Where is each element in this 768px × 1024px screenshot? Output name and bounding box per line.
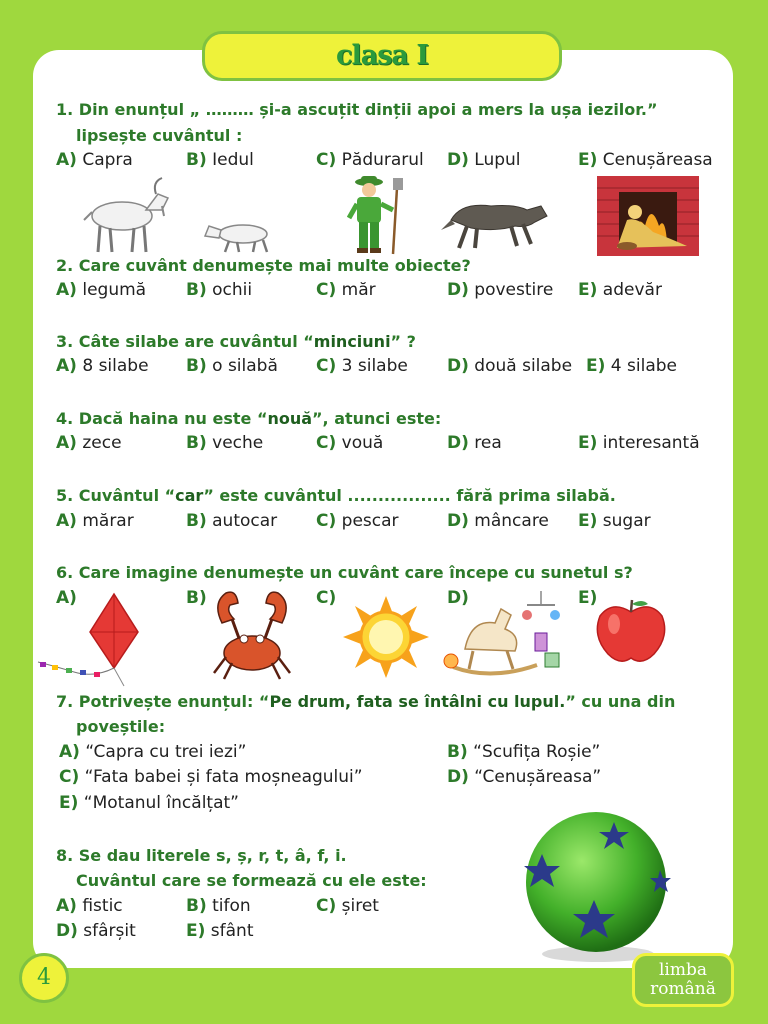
q1-option-b[interactable]: B) Iedul [186, 150, 254, 170]
q4-option-a[interactable]: A) zece [56, 433, 122, 453]
kite-icon[interactable] [34, 592, 142, 688]
q5-option-e[interactable]: E) sugar [578, 511, 651, 531]
q8-option-e[interactable]: E) sfânt [186, 921, 254, 941]
q6-option-a[interactable]: A) [56, 588, 77, 608]
badge-line1: limba [658, 960, 707, 980]
q3-option-b[interactable]: B) o silabă [186, 356, 278, 376]
q5-option-d[interactable]: D) mâncare [447, 511, 549, 531]
question-7-line2: poveștile: [76, 717, 166, 736]
q2-option-b[interactable]: B) ochii [186, 280, 253, 300]
q6-option-e[interactable]: E) [578, 588, 598, 608]
q4-option-d[interactable]: D) rea [447, 433, 502, 453]
forester-icon [347, 174, 411, 256]
q2-option-d[interactable]: D) povestire [447, 280, 554, 300]
q8-option-b[interactable]: B) tifon [186, 896, 251, 916]
subject-badge [632, 953, 734, 1007]
q5-option-b[interactable]: B) autocar [186, 511, 278, 531]
question-3-line1: 3. Câte silabe are cuvântul “minciuni” ? [56, 332, 416, 351]
q4-option-e[interactable]: E) interesantă [578, 433, 700, 453]
sun-icon[interactable] [343, 596, 429, 678]
crab-icon[interactable] [212, 589, 292, 681]
q7-option-b[interactable]: B) “Scufița Roșie” [447, 742, 601, 762]
q7-option-e[interactable]: E) “Motanul încălțat” [59, 793, 239, 813]
q3-option-a[interactable]: A) 8 silabe [56, 356, 149, 376]
question-1-line1: 1. Din enunțul „ ……… și-a ascuțit dinții apoi a mers la ușa iezilor.” [56, 100, 658, 119]
q5-option-c[interactable]: C) pescar [316, 511, 399, 531]
question-1-line2: lipsește cuvântul : [76, 126, 243, 145]
q2-option-c[interactable]: C) măr [316, 280, 376, 300]
q1-option-e[interactable]: E) Cenușăreasa [578, 150, 713, 170]
q5-option-a[interactable]: A) mărar [56, 511, 134, 531]
cinderella-icon [597, 176, 699, 256]
q3-option-d[interactable]: D) două silabe [447, 356, 573, 376]
q4-option-c[interactable]: C) vouă [316, 433, 384, 453]
q6-option-d[interactable]: D) [447, 588, 469, 608]
q1-option-a[interactable]: A) Capra [56, 150, 133, 170]
ball-icon [518, 808, 674, 964]
question-6-line1: 6. Care imagine denumește un cuvânt care începe cu sunetul s? [56, 563, 633, 582]
question-5-line1: 5. Cuvântul “car” este cuvântul ................. fără prima silabă. [56, 486, 616, 505]
page-number: 4 [19, 953, 69, 1003]
badge-line2: română [650, 979, 716, 999]
q7-option-c[interactable]: C) “Fata babei și fata moșneagului” [59, 767, 363, 787]
question-7-line1: 7. Potrivește enunțul: “Pe drum, fata se întâlni cu lupul.” cu una din [56, 692, 676, 711]
question-2-line1: 2. Care cuvânt denumește mai multe obiecte? [56, 256, 471, 275]
q2-option-e[interactable]: E) adevăr [578, 280, 662, 300]
q6-option-c[interactable]: C) [316, 588, 337, 608]
q3-option-e[interactable]: E) 4 silabe [586, 356, 677, 376]
title-banner [202, 31, 562, 81]
question-8-line2: Cuvântul care se formează cu ele este: [76, 871, 427, 890]
kid-goat-icon [203, 214, 277, 254]
q4-option-b[interactable]: B) veche [186, 433, 264, 453]
toys-icon[interactable] [441, 589, 563, 681]
q7-option-d[interactable]: D) “Cenușăreasa” [447, 767, 602, 787]
q8-option-a[interactable]: A) fistic [56, 896, 123, 916]
wolf-icon [441, 192, 549, 250]
q8-option-c[interactable]: C) șiret [316, 896, 379, 916]
apple-icon[interactable] [594, 598, 668, 664]
question-8-line1: 8. Se dau literele s, ș, r, t, â, f, i. [56, 846, 347, 865]
q6-option-b[interactable]: B) [186, 588, 207, 608]
q3-option-c[interactable]: C) 3 silabe [316, 356, 408, 376]
q1-option-d[interactable]: D) Lupul [447, 150, 521, 170]
q2-option-a[interactable]: A) legumă [56, 280, 147, 300]
q1-option-c[interactable]: C) Pădurarul [316, 150, 424, 170]
q8-option-d[interactable]: D) sfârșit [56, 921, 136, 941]
question-4-line1: 4. Dacă haina nu este “nouă”, atunci este: [56, 409, 442, 428]
goat-icon [82, 176, 174, 256]
q7-option-a[interactable]: A) “Capra cu trei iezi” [59, 742, 247, 762]
page-title: clasa I [336, 40, 428, 71]
